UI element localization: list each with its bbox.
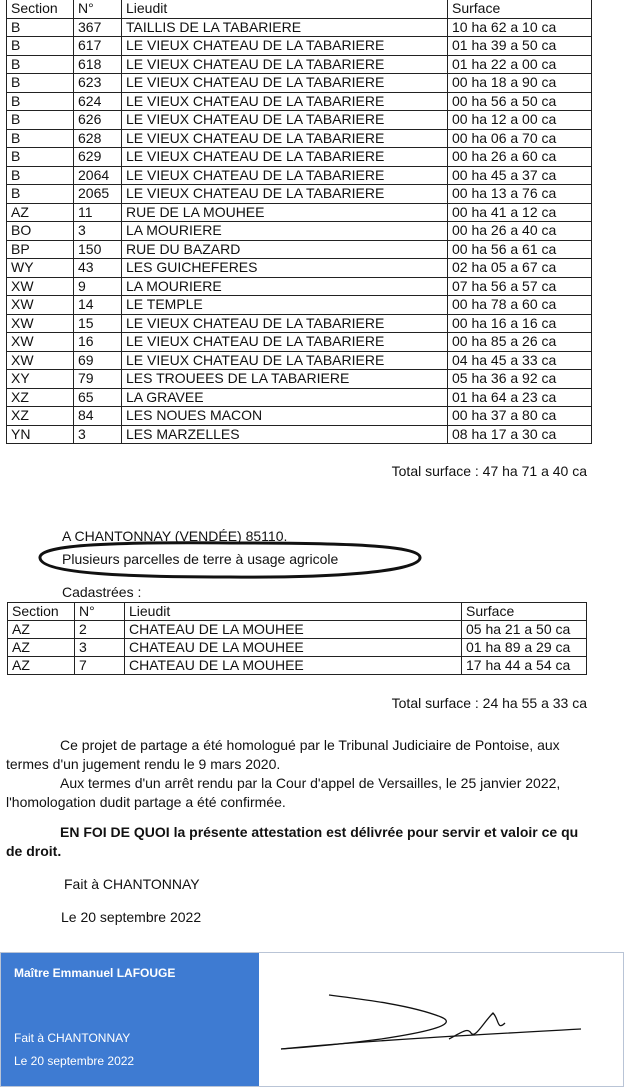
paragraph-line: de droit. [6, 843, 62, 859]
paragraph-line: l'homologation dudit partage a été confirmée. [6, 794, 286, 810]
cell-section: AZ [7, 203, 74, 222]
cell-surface: 17 ha 44 a 54 ca [462, 657, 587, 675]
cell-number: 617 [74, 37, 122, 56]
cell-surface: 10 ha 62 a 10 ca [448, 18, 592, 37]
cell-lieudit: LE VIEUX CHATEAU DE LA TABARIERE [122, 111, 448, 130]
table-row [7, 111, 592, 130]
cell-section: XW [7, 314, 74, 333]
table-row [7, 277, 592, 296]
paragraph-line: Aux termes d'un arrêt rendu par la Cour d'appel de Versailles, le 25 janvier 2022, [60, 775, 561, 791]
table-row [7, 351, 592, 370]
table-row [7, 425, 592, 444]
cell-number: 2 [75, 621, 125, 639]
cell-section: XZ [7, 388, 74, 407]
cell-section: XW [7, 296, 74, 315]
table-header [7, 0, 592, 18]
cell-number: 3 [75, 639, 125, 657]
cell-number: 150 [74, 240, 122, 259]
table-row [7, 185, 592, 204]
cell-lieudit: LES MARZELLES [122, 425, 448, 444]
cell-lieudit: LE TEMPLE [122, 296, 448, 315]
location-line: A CHANTONNAY (VENDÉE) 85110. [62, 528, 288, 544]
cell-section: AZ [8, 657, 75, 675]
table-row [7, 92, 592, 111]
cell-lieudit: RUE DU BAZARD [122, 240, 448, 259]
table-row [7, 388, 592, 407]
header-lieudit: Lieudit [125, 603, 462, 621]
cell-section: AZ [8, 621, 75, 639]
cell-number: 9 [74, 277, 122, 296]
table-row [7, 333, 592, 352]
cell-lieudit: CHATEAU DE LA MOUHEE [125, 639, 462, 657]
cell-surface: 05 ha 21 a 50 ca [462, 621, 587, 639]
table-row [7, 74, 592, 93]
header-lieudit: Lieudit [122, 0, 448, 18]
cell-number: 69 [74, 351, 122, 370]
cell-number: 79 [74, 370, 122, 389]
cell-surface: 00 ha 37 a 80 ca [448, 407, 592, 426]
table-row [8, 657, 587, 675]
cell-lieudit: TAILLIS DE LA TABARIERE [122, 18, 448, 37]
cell-lieudit: LE VIEUX CHATEAU DE LA TABARIERE [122, 129, 448, 148]
cell-surface: 00 ha 78 a 60 ca [448, 296, 592, 315]
table-row [7, 55, 592, 74]
cell-number: 367 [74, 18, 122, 37]
cell-number: 629 [74, 148, 122, 167]
cell-surface: 08 ha 17 a 30 ca [448, 425, 592, 444]
cell-surface: 00 ha 18 a 90 ca [448, 74, 592, 93]
header-number: N° [75, 603, 125, 621]
cell-lieudit: LES GUICHEFERES [122, 259, 448, 278]
table-row [7, 222, 592, 241]
cell-number: 624 [74, 92, 122, 111]
cell-number: 2065 [74, 185, 122, 204]
cell-number: 84 [74, 407, 122, 426]
table-row [7, 18, 592, 37]
cell-surface: 07 ha 56 a 57 ca [448, 277, 592, 296]
cell-surface: 01 ha 89 a 29 ca [462, 639, 587, 657]
cell-surface: 00 ha 16 a 16 ca [448, 314, 592, 333]
date-line: Le 20 septembre 2022 [61, 909, 202, 925]
cell-surface: 01 ha 64 a 23 ca [448, 388, 592, 407]
cell-section: B [7, 185, 74, 204]
cell-lieudit: LA MOURIERE [122, 222, 448, 241]
cell-number: 623 [74, 74, 122, 93]
en-foi-de-quoi: EN FOI DE QUOI [60, 824, 170, 840]
cell-section: YN [7, 425, 74, 444]
cell-number: 2064 [74, 166, 122, 185]
cell-section: B [7, 129, 74, 148]
signature-image [271, 983, 591, 1063]
cell-section: B [7, 37, 74, 56]
cell-section: XW [7, 277, 74, 296]
cell-section: XW [7, 333, 74, 352]
cell-surface: 05 ha 36 a 92 ca [448, 370, 592, 389]
cell-section: XW [7, 351, 74, 370]
table-row [7, 407, 592, 426]
cell-section: BP [7, 240, 74, 259]
header-section: Section [7, 0, 74, 18]
cell-surface: 00 ha 56 a 50 ca [448, 92, 592, 111]
table2-total: Total surface : 24 ha 55 a 33 ca [391, 695, 587, 711]
signature-block [0, 952, 624, 1087]
fait-a: Fait à CHANTONNAY [64, 876, 200, 892]
cell-lieudit: CHATEAU DE LA MOUHEE [125, 657, 462, 675]
footer-fait: Fait à CHANTONNAY [14, 1031, 131, 1045]
cell-lieudit: LES NOUES MACON [122, 407, 448, 426]
cell-lieudit: LE VIEUX CHATEAU DE LA TABARIERE [122, 148, 448, 167]
cell-number: 3 [74, 222, 122, 241]
parcels-table-1 [6, 0, 592, 444]
cell-section: B [7, 92, 74, 111]
cell-section: XZ [7, 407, 74, 426]
cell-number: 3 [74, 425, 122, 444]
cell-surface: 02 ha 05 a 67 ca [448, 259, 592, 278]
cell-lieudit: LE VIEUX CHATEAU DE LA TABARIERE [122, 74, 448, 93]
cell-section: XY [7, 370, 74, 389]
table1-total: Total surface : 47 ha 71 a 40 ca [391, 463, 587, 479]
parcels-table-2 [7, 602, 587, 675]
header-surface: Surface [462, 603, 587, 621]
cell-surface: 01 ha 22 a 00 ca [448, 55, 592, 74]
table-row [7, 37, 592, 56]
cell-number: 43 [74, 259, 122, 278]
footer-date: Le 20 septembre 2022 [14, 1054, 135, 1068]
cell-lieudit: LA MOURIERE [122, 277, 448, 296]
cell-lieudit: RUE DE LA MOUHEE [122, 203, 448, 222]
notary-panel [1, 953, 259, 1086]
table-header [8, 603, 587, 621]
cell-lieudit: LE VIEUX CHATEAU DE LA TABARIERE [122, 37, 448, 56]
table-row [8, 621, 587, 639]
cell-lieudit: LA GRAVEE [122, 388, 448, 407]
cell-section: B [7, 166, 74, 185]
cadastrees-label: Cadastrées : [62, 584, 142, 600]
paragraph-line: Ce projet de partage a été homologué par le Tribunal Judiciaire de Pontoise, aux [60, 737, 560, 753]
table-row [7, 296, 592, 315]
cell-surface: 01 ha 39 a 50 ca [448, 37, 592, 56]
header-surface: Surface [448, 0, 592, 18]
cell-lieudit: LES TROUEES DE LA TABARIERE [122, 370, 448, 389]
cell-lieudit: CHATEAU DE LA MOUHEE [125, 621, 462, 639]
header-section: Section [8, 603, 75, 621]
table-row [7, 314, 592, 333]
cell-surface: 00 ha 56 a 61 ca [448, 240, 592, 259]
table-row [7, 129, 592, 148]
cell-number: 16 [74, 333, 122, 352]
cell-surface: 00 ha 41 a 12 ca [448, 203, 592, 222]
cell-number: 65 [74, 388, 122, 407]
cell-surface: 00 ha 06 a 70 ca [448, 129, 592, 148]
cell-surface: 00 ha 26 a 60 ca [448, 148, 592, 167]
cell-section: B [7, 55, 74, 74]
cell-section: BO [7, 222, 74, 241]
parcel-description: Plusieurs parcelles de terre à usage agricole [62, 551, 339, 567]
cell-surface: 00 ha 26 a 40 ca [448, 222, 592, 241]
cell-number: 628 [74, 129, 122, 148]
cell-surface: 00 ha 12 a 00 ca [448, 111, 592, 130]
cell-number: 626 [74, 111, 122, 130]
cell-section: B [7, 148, 74, 167]
table-row [7, 166, 592, 185]
table-row [7, 203, 592, 222]
cell-lieudit: LE VIEUX CHATEAU DE LA TABARIERE [122, 314, 448, 333]
cell-lieudit: LE VIEUX CHATEAU DE LA TABARIERE [122, 166, 448, 185]
cell-surface: 04 ha 45 a 33 ca [448, 351, 592, 370]
paragraph-homologation [6, 736, 621, 812]
paragraph-line: termes d'un jugement rendu le 9 mars 2020. [6, 756, 281, 772]
cell-lieudit: LE VIEUX CHATEAU DE LA TABARIERE [122, 351, 448, 370]
table-row [8, 639, 587, 657]
cell-lieudit: LE VIEUX CHATEAU DE LA TABARIERE [122, 333, 448, 352]
cell-section: B [7, 111, 74, 130]
attestation-text: la présente attestation est délivrée pour servir et valoir ce qu [169, 824, 579, 840]
table-row [7, 148, 592, 167]
cell-number: 14 [74, 296, 122, 315]
cell-lieudit: LE VIEUX CHATEAU DE LA TABARIERE [122, 55, 448, 74]
cell-number: 15 [74, 314, 122, 333]
header-number: N° [74, 0, 122, 18]
cell-section: WY [7, 259, 74, 278]
cell-surface: 00 ha 45 a 37 ca [448, 166, 592, 185]
table-row [7, 370, 592, 389]
cell-number: 7 [75, 657, 125, 675]
cell-section: B [7, 18, 74, 37]
cell-section: B [7, 74, 74, 93]
notary-name: Maître Emmanuel LAFOUGE [14, 966, 176, 980]
paragraph-attestation [6, 823, 626, 861]
cell-number: 11 [74, 203, 122, 222]
cell-section: AZ [8, 639, 75, 657]
table-row [7, 259, 592, 278]
hand-drawn-ellipse [30, 540, 430, 582]
cell-lieudit: LE VIEUX CHATEAU DE LA TABARIERE [122, 92, 448, 111]
cell-number: 618 [74, 55, 122, 74]
cell-surface: 00 ha 13 a 76 ca [448, 185, 592, 204]
table-row [7, 240, 592, 259]
cell-lieudit: LE VIEUX CHATEAU DE LA TABARIERE [122, 185, 448, 204]
cell-surface: 00 ha 85 a 26 ca [448, 333, 592, 352]
